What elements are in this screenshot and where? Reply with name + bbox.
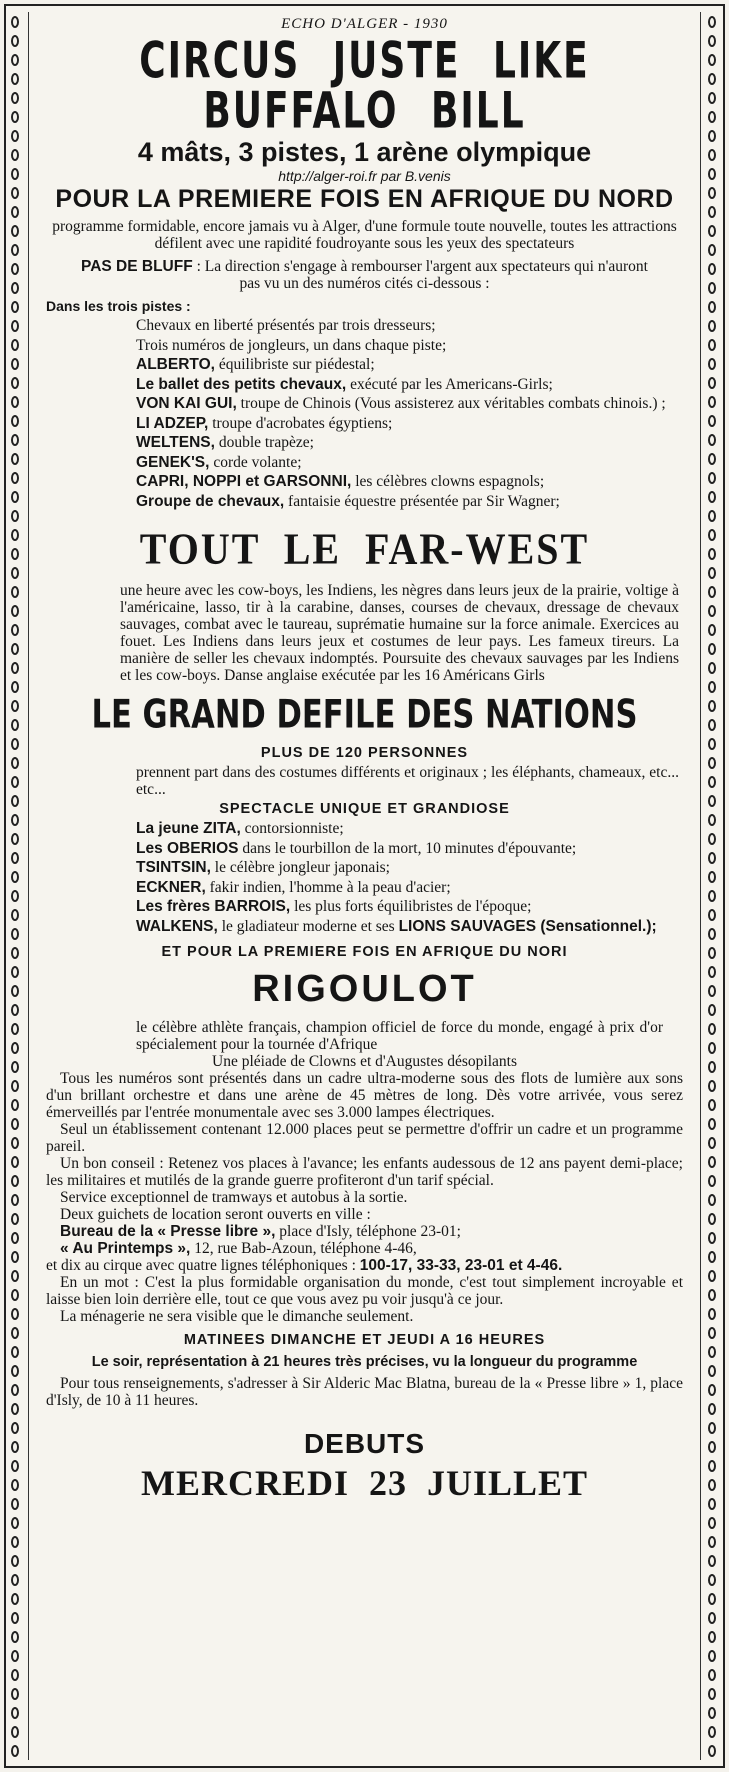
chain-link-icon [11,814,19,826]
chain-link-icon [708,1232,716,1244]
chain-link-icon [708,738,716,750]
chain-link-icon [708,377,716,389]
chain-link-icon [708,1194,716,1206]
chain-link-icon [11,1650,19,1662]
printemps-label: « Au Printemps », [60,1240,191,1257]
chain-link-icon [11,909,19,921]
act-item-text: fakir indien, l'homme à la peau d'acier; [205,878,451,896]
chain-link-icon [11,776,19,788]
chain-link-icon [11,1289,19,1301]
piste-item-text: exécuté par les Americans-Girls; [346,375,553,393]
right-chain-border [706,16,720,1756]
act-item [136,840,683,858]
chain-link-icon [708,1555,716,1567]
chain-link-icon [11,187,19,199]
chain-link-icon [708,244,716,256]
rigoulot-text: le célèbre athlète français, champion officiel de force du monde, engagé à prix d'or spécialement pour la tournée d'Afrique [136,1019,663,1053]
chain-link-icon [11,1555,19,1567]
chain-link-icon [11,1574,19,1586]
chain-link-icon [11,1213,19,1225]
chain-link-icon [708,1137,716,1149]
chain-link-icon [708,1080,716,1092]
act-item-name: ECKNER, [136,878,206,896]
piste-item [136,337,683,355]
chain-link-icon [708,1061,716,1073]
chain-link-icon [11,35,19,47]
chain-link-icon [708,92,716,104]
chain-link-icon [708,1251,716,1263]
piste-item [136,317,683,335]
chain-link-icon [11,1080,19,1092]
farwest-title: TOUT LE FAR-WEST [139,523,590,574]
chain-link-icon [708,1612,716,1624]
chain-link-icon [11,795,19,807]
chain-link-icon [11,871,19,883]
cirque-text: et dix au cirque avec quatre lignes téléphoniques : [46,1257,360,1274]
act-item-text: dans le tourbillon de la mort, 10 minutes d'épouvante; [238,839,577,857]
chain-link-icon [708,719,716,731]
chain-link-icon [708,358,716,370]
bluff-paragraph [76,258,653,292]
bluff-label: PAS DE BLUFF [81,258,193,275]
chain-link-icon [708,206,716,218]
chain-link-icon [11,282,19,294]
chain-link-icon [11,624,19,636]
chain-link-icon [708,320,716,332]
cirque-line [46,1257,683,1274]
debuts-label: DEBUTS [303,1428,426,1459]
chain-link-icon [11,928,19,940]
chain-link-icon [708,1745,716,1757]
chain-link-icon [11,491,19,503]
piste-item-name: Groupe de chevaux, [136,492,285,510]
act-item [136,859,683,877]
chain-link-icon [708,1631,716,1643]
chain-link-icon [11,1232,19,1244]
defile-title: LE GRAND DEFILE DES NATIONS [91,692,638,738]
advertisement-frame [4,4,725,1768]
chain-link-icon [708,605,716,617]
matinees-line: MATINEES DIMANCHE ET JEUDI A 16 HEURES [183,1332,546,1348]
piste-item-name: ALBERTO, [136,356,215,373]
chain-link-icon [708,491,716,503]
act-item-text: le gladiateur moderne et ses [217,917,399,935]
chain-link-icon [11,453,19,465]
chain-link-icon [708,852,716,864]
bluff-text: : La direction s'engage à rembourser l'argent aux spectateurs qui n'auront pas vu un des numéros cités ci-dessous : [192,258,648,292]
chain-link-icon [11,434,19,446]
piste-item [136,473,683,491]
chain-link-icon [708,586,716,598]
chain-link-icon [11,339,19,351]
bureau-line [46,1223,683,1240]
chain-link-icon [708,1422,716,1434]
piste-item-text: fantaisie équestre présentée par Sir Wagner; [284,492,560,510]
chain-link-icon [11,890,19,902]
chain-link-icon [708,833,716,845]
chain-link-icon [11,681,19,693]
chain-link-icon [708,1707,716,1719]
chain-link-icon [708,1460,716,1472]
chain-link-icon [708,1308,716,1320]
chain-link-icon [708,1536,716,1548]
chain-link-icon [11,1498,19,1510]
piste-item [136,493,683,511]
chain-link-icon [708,415,716,427]
act-item [136,898,683,916]
defile-text: prennent part dans des costumes différents et originaux ; les éléphants, chameaux, etc... etc... [136,764,679,798]
printemps-line [46,1240,683,1257]
chain-link-icon [11,1270,19,1282]
chain-link-icon [11,1422,19,1434]
piste-item [136,395,683,413]
chain-link-icon [708,1650,716,1662]
chain-link-icon [11,567,19,579]
chain-link-icon [11,700,19,712]
chain-link-icon [708,54,716,66]
chain-link-icon [11,662,19,674]
chain-link-icon [708,1175,716,1187]
headline: POUR LA PREMIERE FOIS EN AFRIQUE DU NORD [55,185,674,213]
chain-link-icon [11,1517,19,1529]
chain-link-icon [11,1612,19,1624]
chain-link-icon [11,1745,19,1757]
chain-link-icon [11,1631,19,1643]
chain-link-icon [708,149,716,161]
paragraph-1: Tous les numéros sont présentés dans un cadre ultra-moderne sous des flots de lumière aux sons d'un brillant orchestre et dans une arène de 45 mètres de long. Dès votre arrivée, vous serez émerveillés par l'entrée monumentale avec ses 3.000 lampes électriques. [46,1070,683,1121]
chain-link-icon [708,947,716,959]
piste-item-name: VON KAI GUI, [136,395,237,412]
chain-link-icon [708,529,716,541]
act-item-text: les plus forts équilibristes de l'époque; [290,898,532,915]
chain-link-icon [708,16,716,28]
chain-link-icon [11,947,19,959]
chain-link-icon [708,548,716,560]
chain-link-icon [708,795,716,807]
pistes-label: Dans les trois pistes : [46,298,191,314]
paragraph-2: Seul un établissement contenant 12.000 places peut se permettre d'offrir un cadre et un programme pareil. [46,1121,683,1155]
act-item [136,879,683,897]
chain-link-icon [708,1365,716,1377]
chain-link-icon [11,149,19,161]
chain-link-icon [11,719,19,731]
piste-item-text: double trapèze; [214,434,314,451]
chain-link-icon [708,225,716,237]
chain-link-icon [708,1156,716,1168]
chain-link-icon [11,643,19,655]
rigoulot-title: RIGOULOT [252,968,477,1010]
chain-link-icon [11,1251,19,1263]
chain-link-icon [708,890,716,902]
chain-link-icon [11,1042,19,1054]
subtitle: 4 mâts, 3 pistes, 1 arène olympique [137,137,592,167]
info-line: Pour tous renseignements, s'adresser à Sir Alderic Mac Blatna, bureau de la « Presse libre » 1, place d'Isly, de 10 à 11 heures. [46,1375,683,1409]
chain-link-icon [11,1327,19,1339]
chain-link-icon [11,168,19,180]
chain-link-icon [708,1517,716,1529]
piste-item-text: troupe de Chinois (Vous assisterez aux véritables combats chinois.) ; [236,395,666,412]
chain-link-icon [708,776,716,788]
paragraph-4: Service exceptionnel de tramways et autobus à la sortie. [60,1189,408,1206]
chain-link-icon [708,187,716,199]
chain-link-icon [11,1156,19,1168]
chain-link-icon [708,168,716,180]
chain-link-icon [11,206,19,218]
chain-link-icon [11,1726,19,1738]
chain-link-icon [11,225,19,237]
chain-link-icon [11,111,19,123]
chain-link-icon [11,1023,19,1035]
act-item-name: TSINTSIN, [136,859,211,876]
chain-link-icon [11,92,19,104]
chain-link-icon [11,73,19,85]
chain-link-icon [708,966,716,978]
chain-link-icon [11,833,19,845]
chain-link-icon [11,1441,19,1453]
premiere-line: ET POUR LA PREMIERE FOIS EN AFRIQUE DU NORI [161,944,568,960]
main-title: CIRCUS JUSTE LIKE BUFFALO BILL [139,32,590,140]
chain-link-icon [11,415,19,427]
chain-link-icon [11,320,19,332]
piste-item-name: CAPRI, NOPPI et GARSONNI, [136,473,352,490]
chain-link-icon [708,1726,716,1738]
piste-item [136,434,683,452]
chain-link-icon [11,1118,19,1130]
printemps-text: 12, rue Bab-Azoun, téléphone 4-46, [190,1240,417,1257]
piste-item-text: troupe d'acrobates égyptiens; [208,414,393,432]
paragraph-7: La ménagerie ne sera visible que le dimanche seulement. [60,1308,414,1325]
chain-link-icon [11,1099,19,1111]
piste-item [136,415,683,433]
piste-item-name: Le ballet des petits chevaux, [136,375,347,393]
act-item-name: Les frères BARROIS, [136,898,291,915]
chain-link-icon [708,909,716,921]
bureau-label: Bureau de la « Presse libre », [60,1223,276,1240]
chain-link-icon [11,548,19,560]
piste-item-text: Chevaux en liberté présentés par trois dresseurs; [136,317,436,334]
chain-link-icon [11,377,19,389]
acts-list [136,820,683,935]
chain-link-icon [11,605,19,617]
chain-link-icon [708,1441,716,1453]
chain-link-icon [708,700,716,712]
chain-link-icon [708,1099,716,1111]
pistes-list [136,317,683,510]
act-item-name: Les OBERIOS [136,839,239,857]
paragraph-3: Un bon conseil : Retenez vos places à l'avance; les enfants audessous de 12 ans payent demi-place; les militaires et mutilés de la grande guerre profiteront d'un tarif spécial. [46,1155,683,1189]
piste-item-text: corde volante; [209,453,302,471]
chain-link-icon [11,1365,19,1377]
chain-link-icon [11,16,19,28]
act-item-text: contorsionniste; [240,820,344,837]
piste-item [136,376,683,394]
act-item [136,918,683,936]
source-line: ECHO D'ALGER - 1930 [281,16,448,32]
chain-link-icon [11,1061,19,1073]
chain-link-icon [11,1593,19,1605]
chain-link-icon [11,510,19,522]
chain-link-icon [708,757,716,769]
paragraph-5: Deux guichets de location seront ouverts en ville : [60,1206,371,1223]
chain-link-icon [11,1688,19,1700]
paragraph-6: En un mot : C'est la plus formidable organisation du monde, c'est tout simplement incroyable et laisse bien loin derrière elle, tout ce que vous avez pu voir jusqu'à ce jour. [46,1274,683,1308]
advertisement-content [46,16,683,1505]
chain-link-icon [708,263,716,275]
chain-link-icon [708,928,716,940]
chain-link-icon [708,1384,716,1396]
chain-link-icon [708,1479,716,1491]
chain-link-icon [708,1289,716,1301]
chain-link-icon [708,111,716,123]
act-item-name: La jeune ZITA, [136,820,241,837]
bureau-text: place d'Isly, téléphone 23-01; [275,1223,461,1240]
chain-link-icon [708,985,716,997]
chain-link-icon [708,1593,716,1605]
chain-link-icon [708,396,716,408]
date-line: MERCREDI 23 JUILLET [140,1463,589,1503]
act-item-name: WALKENS, [136,917,218,935]
chain-link-icon [708,1669,716,1681]
intro-text: programme formidable, encore jamais vu à Alger, d'une formule toute nouvelle, toutes les attractions défilent avec une rapidité foudroyante sous les yeux des spectateurs [52,218,677,252]
piste-item-name: WELTENS, [136,434,215,451]
chain-link-icon [11,472,19,484]
chain-link-icon [11,1346,19,1358]
chain-link-icon [708,681,716,693]
chain-link-icon [708,1574,716,1586]
chain-link-icon [11,396,19,408]
chain-link-icon [11,244,19,256]
piste-item-name: GENEK'S, [136,453,210,471]
act-item-text: le célèbre jongleur japonais; [210,859,390,876]
chain-link-icon [11,1707,19,1719]
chain-link-icon [708,1042,716,1054]
spectacle-line: SPECTACLE UNIQUE ET GRANDIOSE [219,801,510,817]
chain-link-icon [708,73,716,85]
chain-link-icon [708,1023,716,1035]
chain-link-icon [11,130,19,142]
chain-link-icon [708,1327,716,1339]
chain-link-icon [708,1498,716,1510]
chain-link-icon [708,1403,716,1415]
piste-item-text: équilibriste sur piédestal; [214,356,375,373]
left-chain-border [9,16,23,1756]
chain-link-icon [11,358,19,370]
chain-link-icon [11,529,19,541]
chain-link-icon [11,757,19,769]
chain-link-icon [708,624,716,636]
chain-link-icon [708,510,716,522]
chain-link-icon [11,263,19,275]
soir-line: Le soir, représentation à 21 heures très précises, vu la longueur du programme [91,1354,638,1370]
chain-link-icon [708,301,716,313]
chain-link-icon [708,1118,716,1130]
farwest-text: une heure avec les cow-boys, les Indiens, les nègres dans leurs jeux de la prairie, voltige à l'américaine, lasso, tir à la carabine, danses, courses de chevaux, dressage de chevaux sauvages, combat avec le taureau, suprématie humaine sur la force animale. Exercices au fouet. Les Indiens dans leurs jeux et costumes de leur pays. Les fameux tireurs. La manière de seller les chevaux indomptés. Poursuite des chevaux sauvages par les Indiens et les cow-boys. Danse anglaise exécutée par les 16 Américans Girls [120,582,679,684]
piste-item-name: LI ADZEP, [136,414,209,432]
chain-link-icon [708,1004,716,1016]
chain-link-icon [11,1536,19,1548]
chain-link-icon [11,1004,19,1016]
chain-link-icon [708,35,716,47]
piste-item [136,454,683,472]
chain-link-icon [708,662,716,674]
chain-link-icon [11,1308,19,1320]
piste-item [136,356,683,374]
chain-link-icon [11,1669,19,1681]
chain-link-icon [708,1688,716,1700]
chain-link-icon [11,966,19,978]
cirque-phones: 100-17, 33-33, 23-01 et 4-46. [359,1257,563,1274]
chain-link-icon [11,1403,19,1415]
chain-link-icon [11,985,19,997]
chain-link-icon [11,1175,19,1187]
chain-link-icon [708,453,716,465]
piste-item-text: Trois numéros de jongleurs, un dans chaque piste; [136,336,447,354]
chain-link-icon [708,282,716,294]
chain-link-icon [11,54,19,66]
chain-link-icon [708,814,716,826]
chain-link-icon [708,1270,716,1282]
chain-link-icon [708,434,716,446]
chain-link-icon [11,301,19,313]
chain-link-icon [11,1384,19,1396]
pleiade-line: Une pléiade de Clowns et d'Augustes désopilants [212,1053,517,1070]
chain-link-icon [708,1213,716,1225]
act-item-name-2: LIONS SAUVAGES (Sensationnel.); [398,917,657,935]
chain-link-icon [708,643,716,655]
chain-link-icon [11,852,19,864]
chain-link-icon [708,472,716,484]
act-item [136,820,683,838]
chain-link-icon [708,339,716,351]
chain-link-icon [11,586,19,598]
watermark: http://alger-roi.fr par B.venis [278,168,451,184]
chain-link-icon [708,1346,716,1358]
chain-link-icon [708,871,716,883]
defile-subtitle: PLUS DE 120 PERSONNES [260,745,469,761]
chain-link-icon [11,1460,19,1472]
chain-link-icon [708,567,716,579]
piste-item-text: les célèbres clowns espagnols; [351,473,545,490]
chain-link-icon [11,738,19,750]
chain-link-icon [11,1137,19,1149]
chain-link-icon [11,1479,19,1491]
chain-link-icon [708,130,716,142]
chain-link-icon [11,1194,19,1206]
